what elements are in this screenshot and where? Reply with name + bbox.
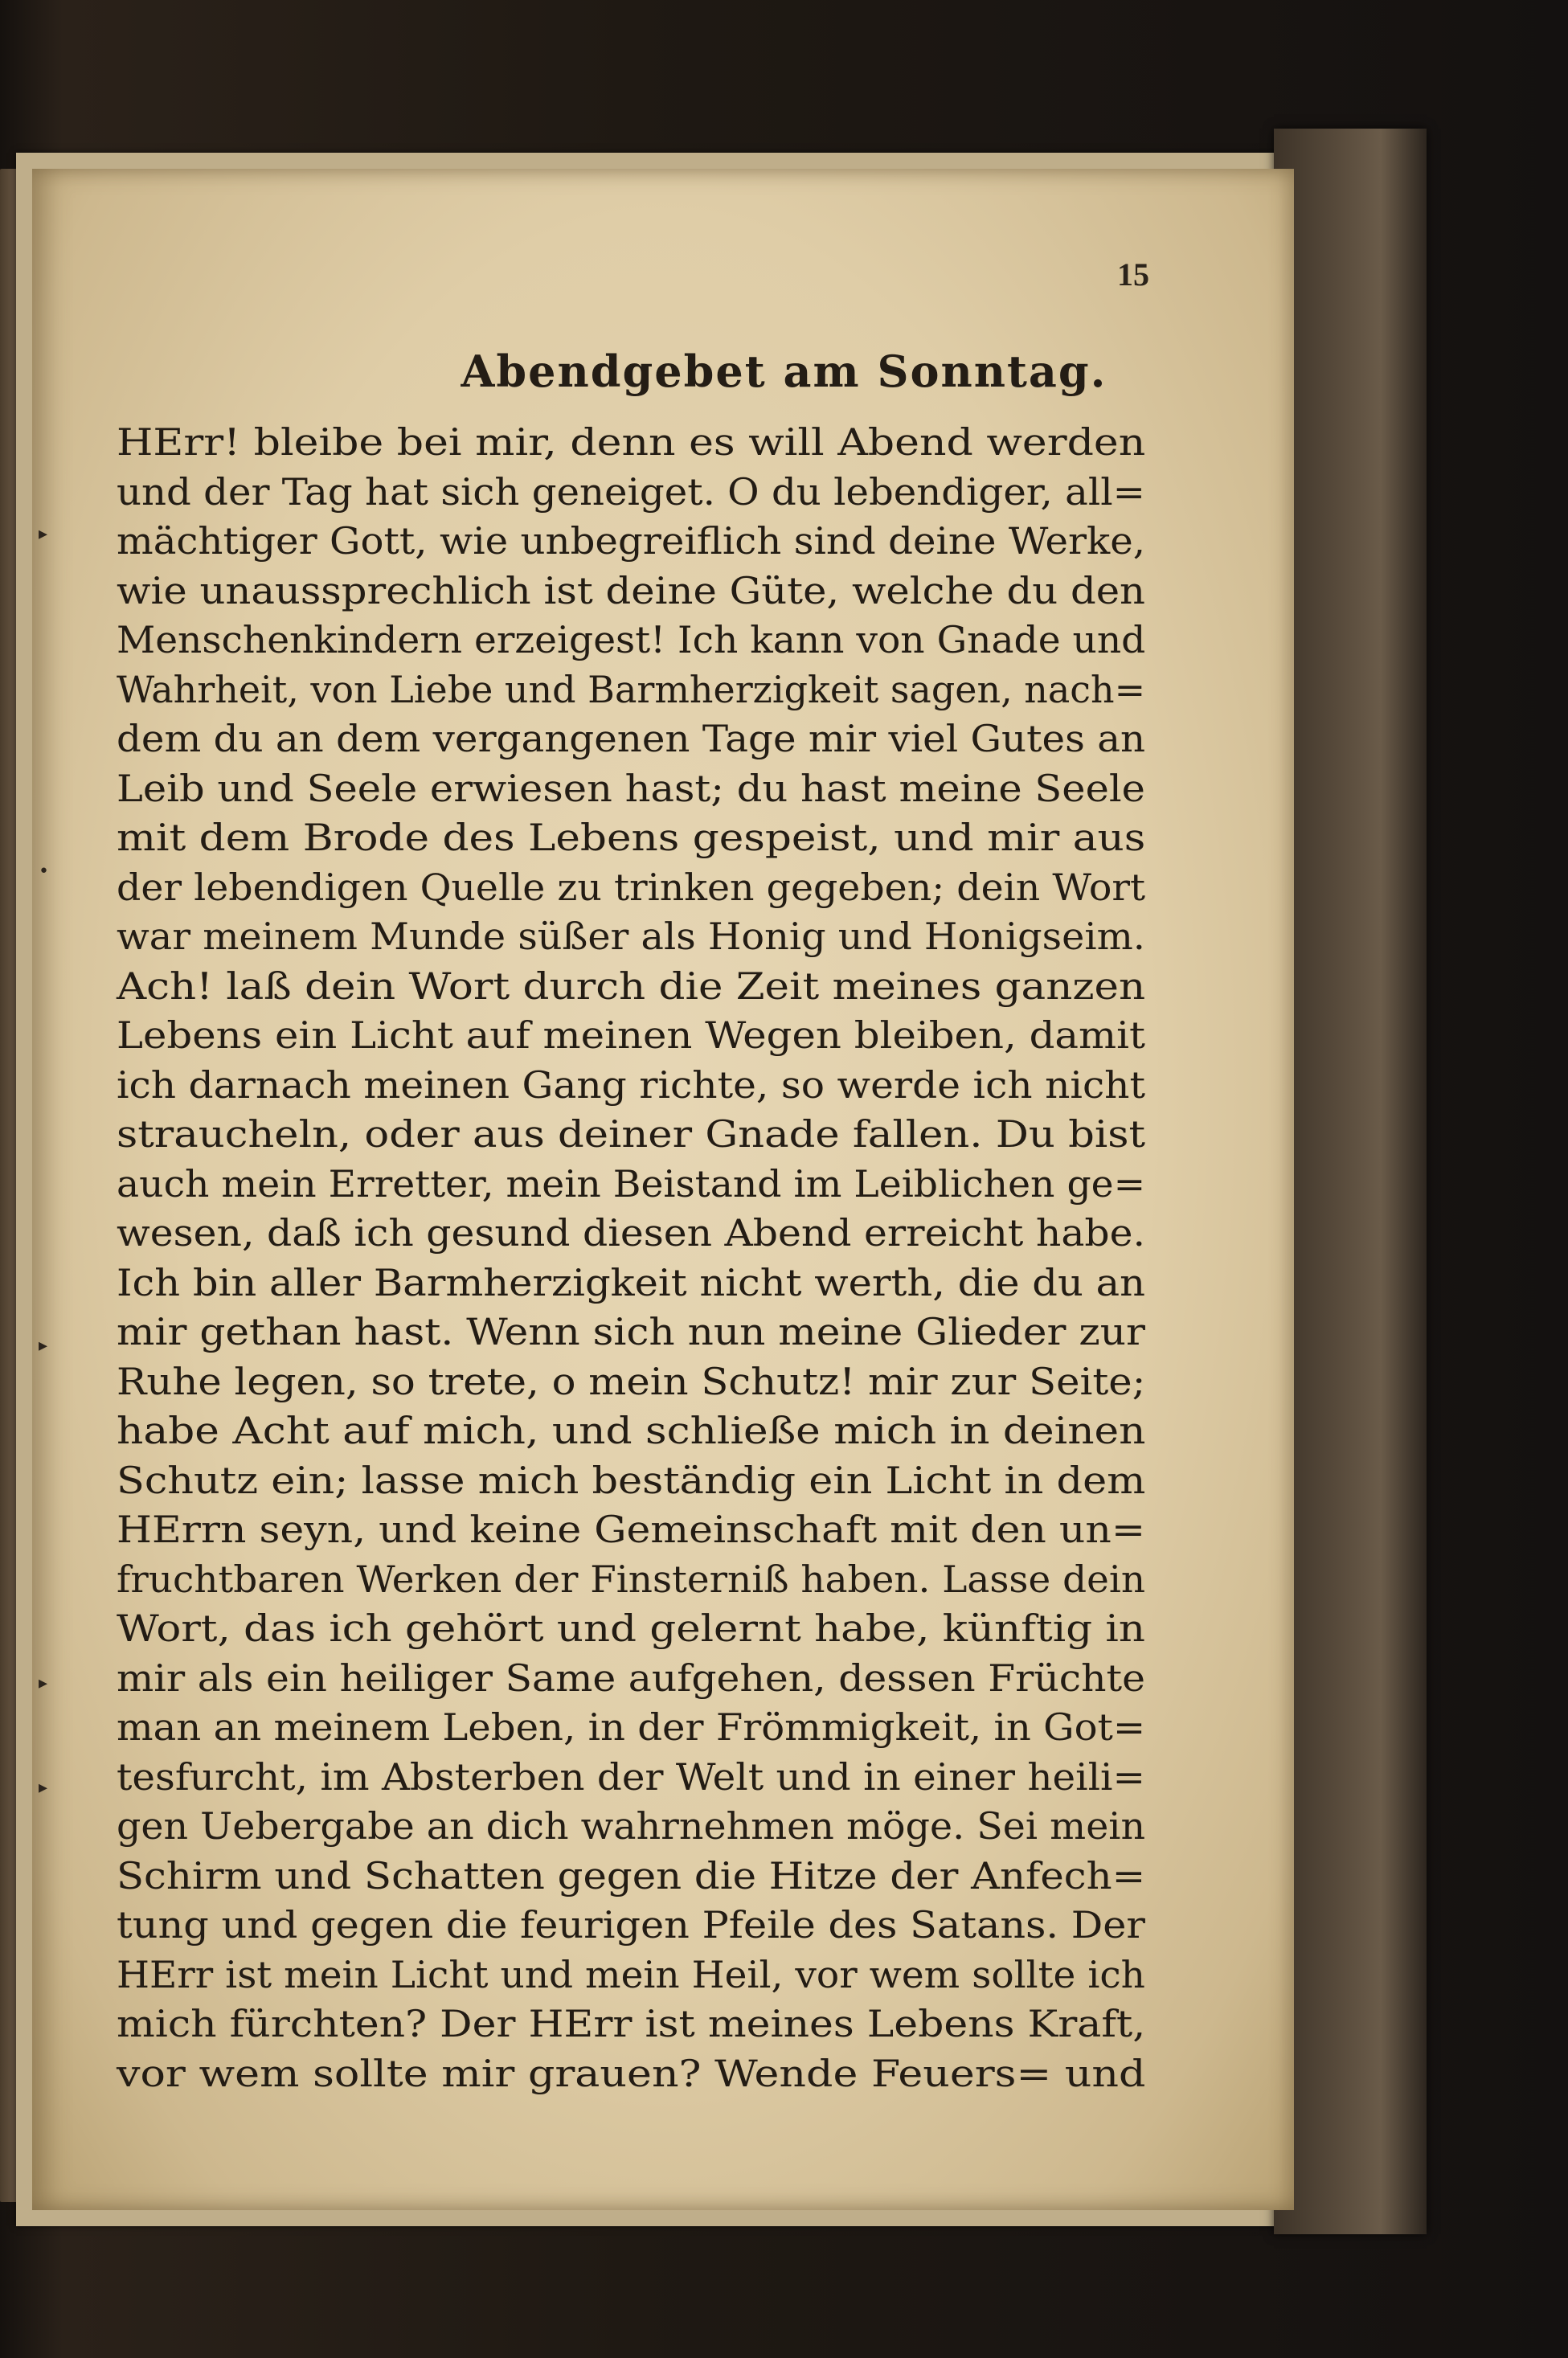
text-line: ich darnach meinen Gang richte, so werde ich nicht [117,1062,1146,1107]
text-line: habe Acht auf mich, und schließe mich in deinen [117,1409,1146,1452]
text-line: mit dem Brode des Lebens gespeist, und mir aus [117,816,1146,859]
text-line: mich fürchten? Der HErr ist meines Lebens Kraft, [117,2002,1146,2045]
text-line: der lebendigen Quelle zu trinken gegeben; dein Wort [117,865,1146,909]
text-line: wie unaussprechlich ist deine Güte, welche du den [117,568,1146,612]
text-line: Lebens ein Licht auf meinen Wegen bleiben, damit [117,1013,1146,1057]
text-line: Wort, das ich gehört und gelernt habe, künftig in [117,1607,1145,1650]
gutter-mark: ▸ [39,1778,48,1798]
gutter-mark: • [39,862,49,882]
text-line: war meinem Munde süßer als Honig und Honigseim. [117,915,1145,958]
text-line: Ich bin aller Barmherzigkeit nicht werth, die du an [117,1260,1145,1304]
text-line: auch mein Erretter, mein Beistand im Leiblichen ge= [117,1161,1146,1206]
text-line: fruchtbaren Werken der Finsterniß haben. Lasse dein [117,1557,1146,1601]
page-title: Abendgebet am Sonntag. [461,346,1107,397]
text-line: Ach! laß dein Wort durch die Zeit meines ganzen [117,964,1146,1008]
text-line: vor wem sollte mir grauen? Wende Feuers= und [117,2051,1146,2095]
prayer-text [117,418,1145,2098]
text-line: Leib und Seele erwiesen hast; du hast meine Seele [117,766,1145,810]
text-line: HErr ist mein Licht und mein Heil, vor wem sollte ich [117,1952,1145,1996]
text-line: mir als ein heiliger Same aufgehen, dessen Früchte [117,1656,1146,1700]
text-line: und der Tag hat sich geneiget. O du lebendiger, all= [117,469,1145,514]
text-line: Ruhe legen, so trete, o mein Schutz! mir zur Seite; [117,1359,1146,1403]
text-line: mir gethan hast. Wenn sich nun meine Glieder zur [117,1310,1145,1353]
gutter-mark: ▸ [39,524,48,544]
text-line: tesfurcht, im Absterben der Welt und in einer heili= [117,1754,1145,1799]
page-number: 15 [1117,256,1149,293]
text-line: straucheln, oder aus deiner Gnade fallen. Du bist [117,1112,1146,1156]
gutter-marks [32,169,64,2210]
text-line: Schirm und Schatten gegen die Hitze der Anfech= [117,1853,1146,1897]
text-line: tung und gegen die feurigen Pfeile des Satans. Der [117,1903,1145,1947]
text-line: wesen, daß ich gesund diesen Abend erreicht habe. [117,1211,1146,1255]
text-line: Wahrheit, von Liebe und Barmherzigkeit sagen, nach= [117,667,1146,711]
text-line: man an meinem Leben, in der Frömmigkeit, in Got= [117,1705,1146,1749]
text-line: HErrn seyn, und keine Gemeinschaft mit den un= [117,1508,1146,1551]
text-line: HErr! bleibe bei mir, denn es will Abend werden [117,420,1146,464]
text-line: Menschenkindern erzeigest! Ich kann von Gnade und [117,618,1146,661]
gutter-mark: ▸ [39,1336,48,1356]
text-line: gen Uebergabe an dich wahrnehmen möge. Sei mein [117,1804,1146,1848]
text-line: dem du an dem vergangenen Tage mir viel Gutes an [117,717,1146,760]
gutter-mark: ▸ [39,1673,48,1693]
book-cover-right-edge [1274,129,1427,2234]
text-line: mächtiger Gott, wie unbegreiflich sind deine Werke, [117,519,1146,563]
text-line: Schutz ein; lasse mich beständig ein Licht in dem [117,1458,1146,1502]
